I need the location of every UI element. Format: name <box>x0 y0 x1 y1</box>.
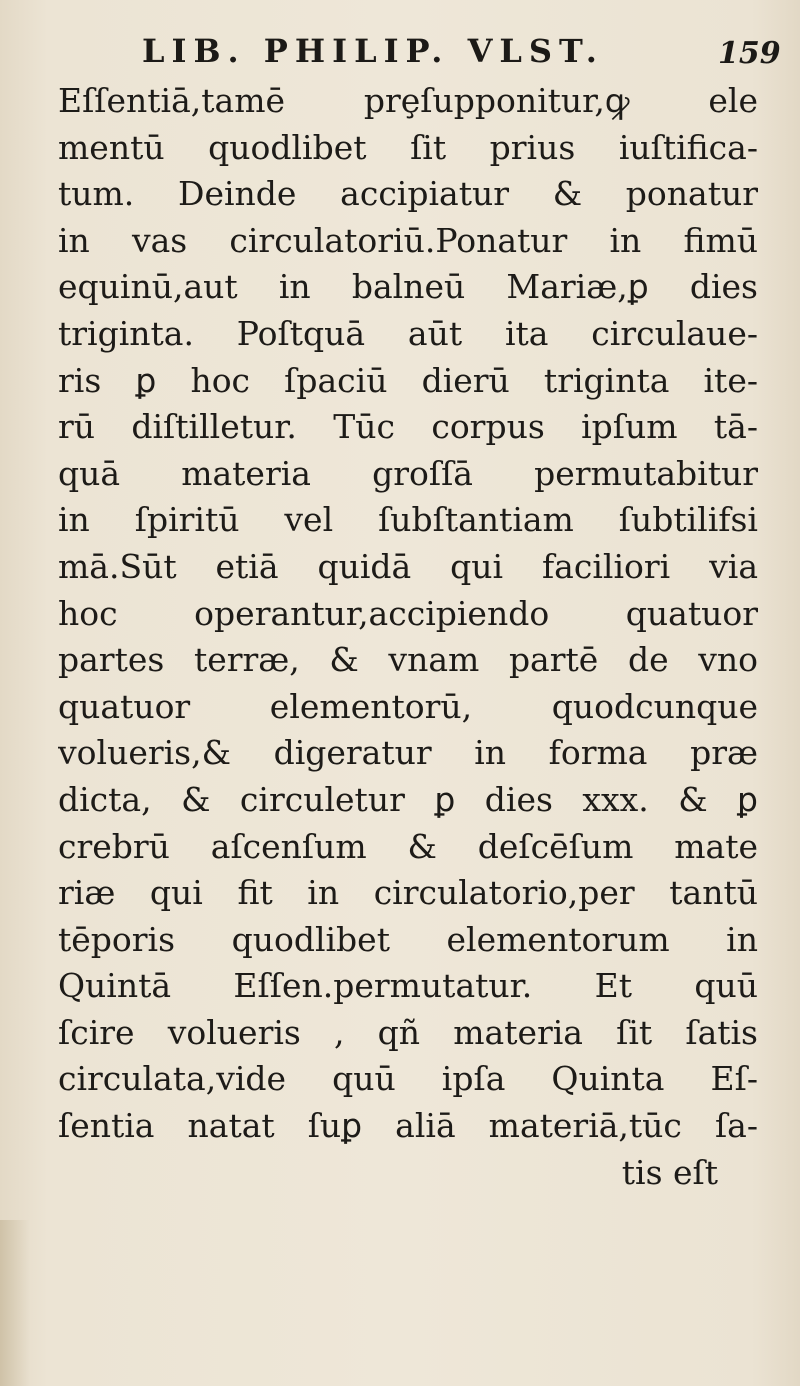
text-line: Eſſentiā,tamē prȩſupponitur,ꝙ ele <box>58 81 758 120</box>
text-line-catchword: tis eſt <box>621 1152 718 1192</box>
text-line: triginta. Poſtquā aūt ita circulaue- <box>58 313 758 353</box>
running-head-title: LIB. PHILIP. VLST. <box>142 32 604 70</box>
text-line: tēporis quodlibet elementorum in <box>58 919 758 959</box>
text-line: quā materia groſſā permutabitur <box>58 453 758 493</box>
text-line: in ſpiritū vel ſubſtantiam ſubtilifsi <box>58 500 758 540</box>
text-line: circulata,vide quū ipſa Quinta Eſ- <box>58 1059 758 1099</box>
text-line: mā.Sūt etiā quidā qui faciliori via <box>58 546 758 586</box>
text-line: dicta, & circuletur ꝑ dies xxx. & ꝑ <box>58 779 758 819</box>
text-line: mentū quodlibet ſit prius iuſtifica- <box>58 127 758 167</box>
text-line: hoc operantur,accipiendo quatuor <box>58 593 758 633</box>
page-stain <box>0 1220 30 1386</box>
text-line: tum. Deinde accipiatur & ponatur <box>58 174 758 214</box>
text-line: ris ꝑ hoc ſpaciū dierū triginta ite- <box>58 360 758 400</box>
text-line: in vas circulatoriū.Ponatur in fimū <box>58 220 758 260</box>
text-line: riæ qui fit in circulatorio,per tantū <box>58 873 758 913</box>
text-line: partes terræ, & vnam partē de vno <box>58 640 758 680</box>
text-line: quatuor elementorū, quodcunque <box>58 686 758 726</box>
text-line: volueris,& digeratur in forma præ <box>58 733 758 773</box>
running-head <box>0 30 800 80</box>
body-text <box>58 78 758 1196</box>
text-line: ſcire volueris , qñ materia ſit ſatis <box>58 1012 758 1052</box>
text-line: Quintā Eſſen.permutatur. Et quū <box>58 966 758 1006</box>
text-line: rū diſtilletur. Tūc corpus ipſum tā- <box>58 407 758 447</box>
text-line: crebrū aſcenſum & deſcēſum mate <box>58 826 758 866</box>
text-line: equinū,aut in balneū Mariæ,ꝑ dies <box>58 267 758 307</box>
page-number: 159 <box>718 36 781 71</box>
text-line: ſentia natat ſuꝑ aliā materiā,tūc ſa- <box>58 1106 758 1146</box>
